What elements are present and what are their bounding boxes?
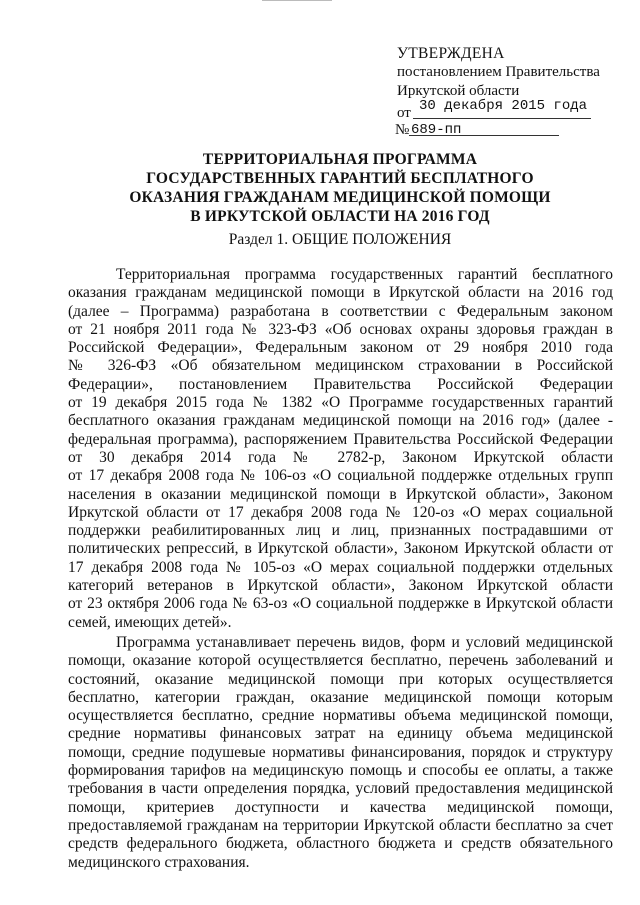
paragraph-line: Программа устанавливает перечень видов, форм и условий медицинской — [116, 633, 613, 651]
paragraph-line: бесплатно, категории граждан, оказание медицинской помощи которым — [68, 688, 613, 706]
approval-date-underline — [413, 118, 591, 119]
document-title-line: ОКАЗАНИЯ ГРАЖДАНАМ МЕДИЦИНСКОЙ ПОМОЩИ — [129, 189, 551, 206]
paragraph-line: помощи, средние подушевые нормативы финансирования, порядок и структуру — [68, 743, 613, 761]
paragraph-line: от 21 ноября 2011 года № 323-ФЗ «Об основах охраны здоровья граждан в — [68, 320, 613, 338]
body-text — [68, 266, 613, 872]
paragraph-line: помощи, критериев доступности и качества медицинской помощи, — [68, 798, 613, 816]
paragraph-line: от 23 октября 2006 года № 63-оз «О социальной поддержке в Иркутской области — [68, 595, 613, 613]
paragraph-2 — [68, 634, 613, 872]
approval-number-underline — [409, 135, 559, 136]
paragraph-line: (далее – Программа) разработана в соответствии с Федеральным законом — [68, 302, 613, 320]
approval-line-1: постановлением Правительства — [397, 64, 600, 80]
paragraph-line: Иркутской области от 17 декабря 2008 года № 120-оз «О мерах социальной — [68, 503, 613, 521]
paragraph-line: семей, имеющих детей». — [68, 613, 232, 631]
paragraph-line: категорий ветеранов в Иркутской области», Законом Иркутской области — [68, 577, 613, 595]
paragraph-line: предоставляемой гражданам на территории Иркутской области бесплатно за счет — [68, 816, 613, 834]
document-title-line: ГОСУДАРСТВЕННЫХ ГАРАНТИЙ БЕСПЛАТНОГО — [146, 170, 534, 187]
approval-number-value: 689-пп — [411, 122, 462, 138]
paragraph-line: от 19 декабря 2015 года № 1382 «О Программе государственных гарантий — [68, 394, 613, 412]
paragraph-line: поддержки реабилитированных лиц и лиц, признанных пострадавшими от — [68, 522, 613, 540]
approval-number-prefix: № — [395, 122, 410, 138]
approval-stamp — [397, 44, 637, 141]
approval-date-value: 30 декабря 2015 года — [419, 98, 588, 114]
paragraph-line: формирования тарифов на медицинскую помощь и способы ее оплаты, а также — [68, 762, 613, 780]
document-title — [60, 150, 620, 226]
approval-line-2: Иркутской области — [397, 83, 520, 99]
scan-edge-mark — [262, 0, 332, 1]
approval-date-prefix: от — [397, 105, 411, 121]
paragraph-1 — [68, 266, 613, 632]
document-title-line: В ИРКУТСКОЙ ОБЛАСТИ НА 2016 ГОД — [190, 208, 490, 225]
paragraph-line: 17 декабря 2008 года № 105-оз «О мерах социальной поддержки отдельных — [68, 558, 613, 576]
paragraph-line: оказания гражданам медицинской помощи в Иркутской области на 2016 год — [68, 284, 613, 302]
paragraph-line: населения в оказании медицинской помощи в Иркутской области», Законом — [68, 485, 613, 503]
approval-date-row — [397, 98, 637, 121]
approval-number-row — [397, 121, 637, 141]
paragraph-line: помощи, оказание которой осуществляется бесплатно, перечень заболеваний и — [68, 652, 613, 670]
approval-title: УТВЕРЖДЕНА — [397, 45, 505, 62]
paragraph-line: Федерации», постановлением Правительства Российской Федерации — [68, 375, 613, 393]
paragraph-line: политических репрессий, в Иркутской области», Законом Иркутской области от — [68, 540, 613, 558]
paragraph-line: состояний, оказание медицинской помощи при которых осуществляется — [68, 670, 613, 688]
paragraph-line: федеральная программа), распоряжением Правительства Российской Федерации — [68, 430, 613, 448]
paragraph-line: Территориальная программа государственных гарантий бесплатного — [116, 266, 613, 283]
paragraph-line: требования в части определения порядка, условий предоставления медицинской — [68, 780, 613, 798]
paragraph-line: бесплатного оказания гражданам медицинской помощи на 2016 год» (далее - — [68, 412, 613, 430]
section-title: Раздел 1. ОБЩИЕ ПОЛОЖЕНИЯ — [228, 231, 452, 248]
paragraph-line: Российской Федерации», Федеральным законом от 29 ноября 2010 года — [68, 339, 613, 357]
paragraph-line: медицинского страхования. — [68, 853, 250, 871]
paragraph-line: от 30 декабря 2014 года № 2782-р, Законом Иркутской области — [68, 448, 613, 466]
paragraph-line: от 17 декабря 2008 года № 106-оз «О социальной поддержке отдельных групп — [68, 467, 613, 485]
document-title-line: ТЕРРИТОРИАЛЬНАЯ ПРОГРАММА — [202, 151, 478, 168]
paragraph-line: осуществляется бесплатно, средние нормативы объема медицинской помощи, — [68, 707, 613, 725]
paragraph-line: № 326-ФЗ «Об обязательном медицинском страховании в Российской — [68, 357, 613, 375]
paragraph-line: средств федерального бюджета, областного бюджета и средств обязательного — [68, 835, 613, 853]
paragraph-line: средние нормативы финансовых затрат на единицу объема медицинской — [68, 725, 613, 743]
